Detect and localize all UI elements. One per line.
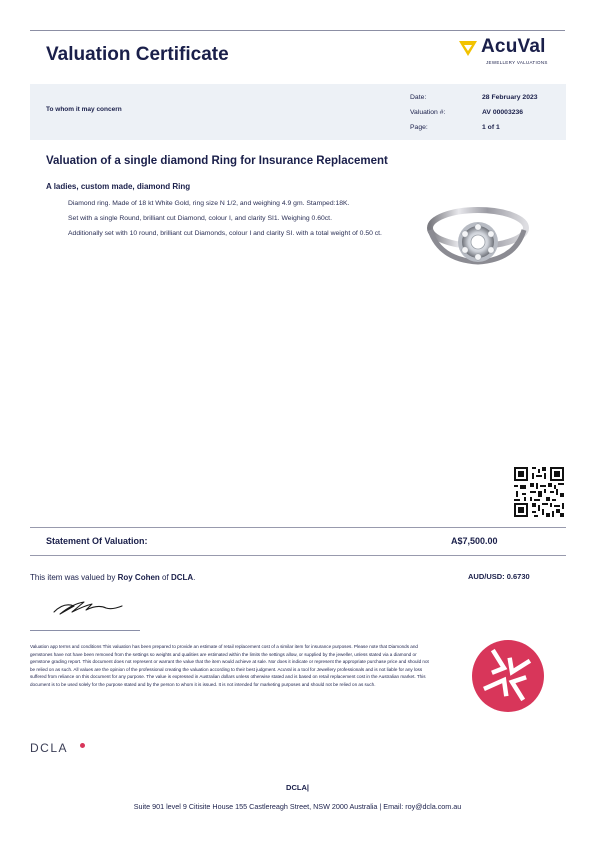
- statement-rule-bottom: [30, 555, 566, 556]
- footer-title: DCLA|: [286, 783, 309, 792]
- meta-value: 1 of 1: [482, 124, 500, 131]
- acuval-logo: [456, 36, 564, 70]
- qr-code[interactable]: [512, 465, 566, 519]
- dcla-badge-logo: [470, 638, 546, 714]
- header-info-band: [30, 84, 566, 140]
- terms-and-conditions: Valuation app terms and conditions This valuation has been prepared to provide an estimate of retail replacement cost of a similar item for insurance purposes. Please note that Diamonds and gemstones have not have been removed from the settings so weights and qualities are estimated within the limits the settings allow, or supplied by the jeweller, unless stated via a diamond or gemstone grading report. This document does not represent or warrant the value that the item would achieve at sale. Nor does it indicate or represent the appropriate purchase price and should not be relied on as such. All values are the opinion of the professional creating the valuation according to their best judgment. AcuVal is a tool for Jewellery professionals and is not liable for any loss suffered from reliance on this document for any purpose. The value is expressed in Australian dollars unless otherwise stated and is based on retail replacement cost in the Australian market. This document is to be used solely for the purpose stated and by the person to whom it is issued. It is not intended for marketing purposes and should not be relied on as such.: [30, 644, 429, 687]
- footer-address: Suite 901 level 9 Citisite House 155 Castlereagh Street, NSW 2000 Australia | Email: roy@dcla.com.au: [133, 802, 462, 811]
- signature: [50, 596, 130, 618]
- valuer-company: DCLA: [170, 573, 194, 582]
- meta-table: [410, 90, 538, 135]
- description-paragraph: Diamond ring. Made of 18 kt White Gold, ring size N 1/2, and weighing 4.9 gm. Stamped:18K.: [68, 200, 350, 207]
- acuval-diamond-icon: [456, 38, 480, 58]
- meta-label: Page:: [410, 124, 428, 131]
- meta-row-date: [410, 90, 538, 105]
- section-title: Valuation of a single diamond Ring for Insurance Replacement: [46, 155, 388, 167]
- description-paragraph: Set with a single Round, brilliant cut Diamond, colour I, and clarity SI1. Weighing 0.60ct.: [68, 214, 332, 222]
- valuer-suffix: .: [193, 573, 196, 582]
- logo-tagline: JEWELLERY VALUATIONS: [486, 60, 548, 65]
- valuer-mid: of: [159, 573, 171, 582]
- meta-label: Date:: [410, 94, 427, 101]
- statement-rule-top: [30, 527, 566, 528]
- valuer-prefix: This item was valued by: [30, 573, 118, 582]
- meta-label: Valuation #:: [410, 109, 446, 116]
- signature-line: [30, 630, 140, 631]
- meta-value: 28 February 2023: [482, 94, 538, 101]
- dcla-logo-text: DCLA: [30, 741, 69, 755]
- logo-wordmark: AcuVal: [481, 36, 546, 57]
- item-description: [68, 199, 386, 243]
- dcla-logo: [30, 740, 90, 760]
- valuer-name: Roy Cohen: [117, 573, 160, 582]
- meta-value: AV 00003236: [482, 109, 524, 116]
- item-title: A ladies, custom made, diamond Ring: [46, 182, 191, 191]
- dcla-logo-dot: [80, 743, 85, 748]
- recipient-line: To whom it may concern: [46, 106, 122, 113]
- meta-row-valuation-number: [410, 105, 538, 120]
- document-title: Valuation Certificate: [46, 44, 229, 65]
- exchange-rate: AUD/USD: 0.6730: [468, 572, 530, 581]
- valuer-line: [30, 573, 195, 582]
- ring-photo: [420, 190, 530, 280]
- description-paragraph: Additionally set with 10 round, brilliant cut Diamonds, colour I and clarity SI. with a total weight of 0.50 ct.: [68, 229, 382, 237]
- statement-value: A$7,500.00: [451, 536, 498, 546]
- statement-label: Statement Of Valuation:: [46, 536, 148, 546]
- top-rule: [30, 30, 565, 31]
- meta-row-page: [410, 120, 538, 135]
